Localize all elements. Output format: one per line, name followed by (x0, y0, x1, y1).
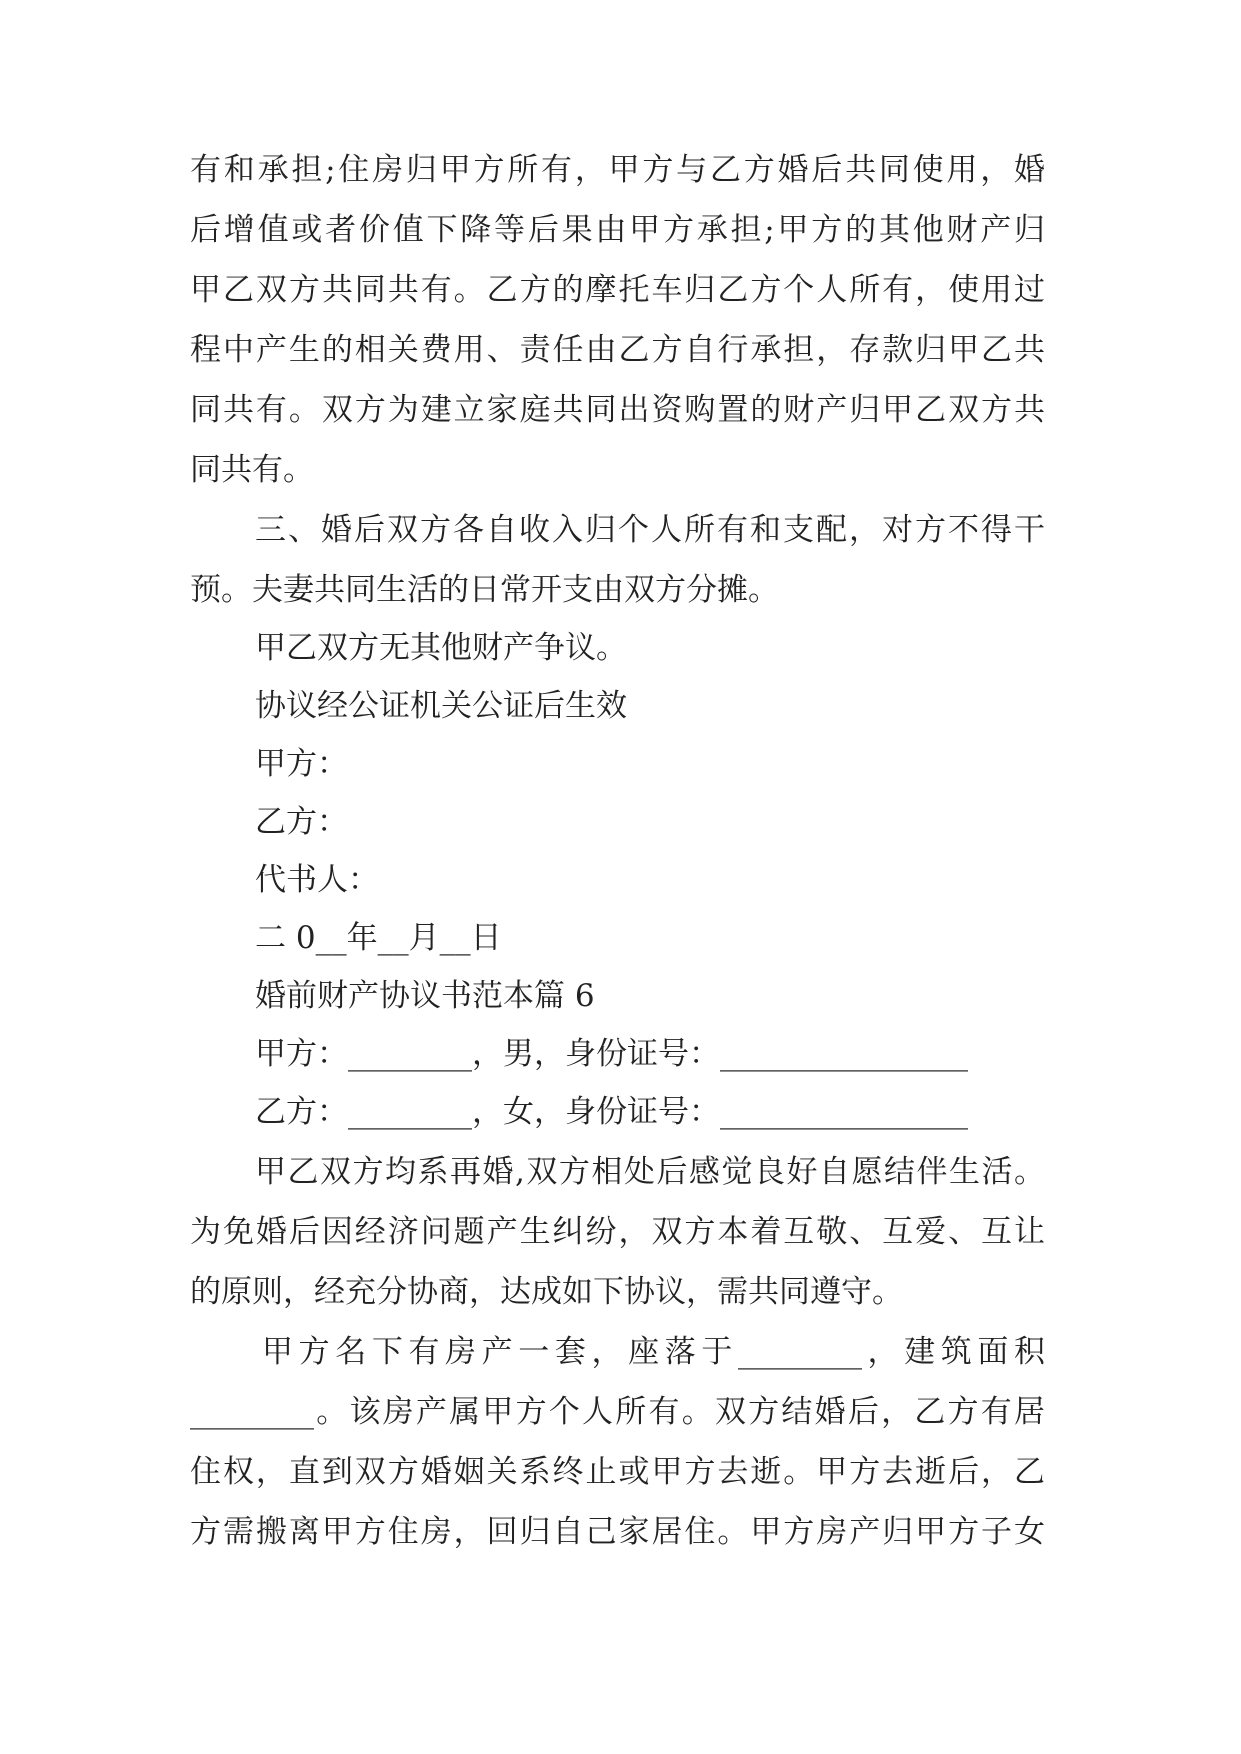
section-title: 婚前财产协议书范本篇 6 (255, 978, 595, 1014)
text-line-24: 方需搬离甲方住房，回归自己家居住。甲方房产归甲方子女 (190, 1514, 1045, 1550)
text-line-18: 甲乙双方均系再婚,双方相处后感觉良好自愿结伴生活。 (255, 1154, 1045, 1190)
text-line-5: 同共有。双方为建立家庭共同出资购置的财产归甲乙双方共 (190, 392, 1045, 428)
text-line-4: 程中产生的相关费用、责任由乙方自行承担，存款归甲乙共 (190, 332, 1045, 368)
text-line-10: 协议经公证机关公证后生效 (255, 688, 627, 724)
party-a-info: 甲方：________，男，身份证号：________________ (255, 1036, 968, 1072)
text-line-21: 甲方名下有房产一套，座落于________，建筑面积 (262, 1334, 1045, 1370)
party-b-info: 乙方：________，女，身份证号：________________ (255, 1094, 968, 1130)
text-line-23: 住权，直到双方婚姻关系终止或甲方去逝。甲方去逝后，乙 (190, 1454, 1045, 1490)
text-line-6: 同共有。 (190, 452, 314, 488)
date-line: 二 0__年__月__日 (255, 920, 502, 956)
signature-label-party-a: 甲方： (255, 746, 348, 782)
text-line-1: 有和承担;住房归甲方所有，甲方与乙方婚后共同使用，婚 (190, 152, 1045, 188)
text-line-8: 预。夫妻共同生活的日常开支由双方分摊。 (190, 572, 779, 608)
signature-label-party-b: 乙方： (255, 804, 348, 840)
text-line-9: 甲乙双方无其他财产争议。 (255, 630, 627, 666)
signature-label-scribe: 代书人： (255, 862, 379, 898)
text-line-19: 为免婚后因经济问题产生纠纷，双方本着互敬、互爱、互让 (190, 1214, 1045, 1250)
text-line-7: 三、婚后双方各自收入归个人所有和支配，对方不得干 (255, 512, 1045, 548)
text-line-2: 后增值或者价值下降等后果由甲方承担;甲方的其他财产归 (190, 212, 1045, 248)
text-line-22: ________。该房产属甲方个人所有。双方结婚后，乙方有居 (190, 1394, 1045, 1430)
text-line-20: 的原则，经充分协商，达成如下协议，需共同遵守。 (190, 1274, 903, 1310)
text-line-3: 甲乙双方共同共有。乙方的摩托车归乙方个人所有，使用过 (190, 272, 1045, 308)
